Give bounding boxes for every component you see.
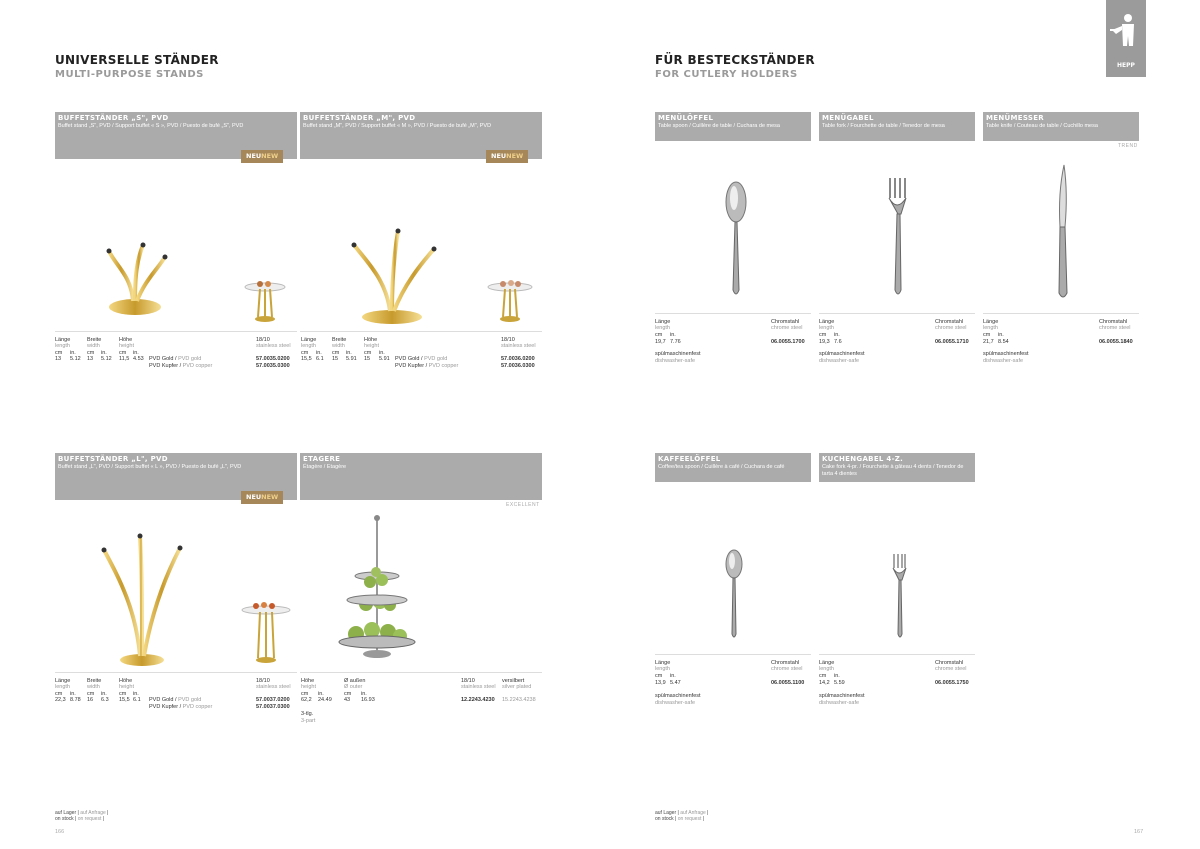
product-card-menugabel: MENÜGABEL Table fork / Fourchette de table / Tenedor de mesa (819, 112, 975, 141)
card-title: BUFFETSTÄNDER „L", PVD (58, 455, 168, 463)
page-number-left: 166 (55, 829, 65, 835)
card-title: BUFFETSTÄNDER „M", PVD (303, 114, 416, 122)
neu-badge: NEUNEW (241, 491, 283, 504)
card-subtitle: Buffet stand „S", PVD / Support buffet « S », PVD / Puesto de bufé „S", PVD (58, 123, 244, 129)
stand-l-small-image (236, 598, 296, 668)
etagere-image (332, 512, 422, 672)
table-spoon-image (721, 180, 751, 300)
product-card-menumesser: MENÜMESSER Table knife / Couteau de table / Cuchillo mesa (983, 112, 1139, 141)
stand-m-image (340, 225, 450, 325)
right-page-subtitle: FOR CUTLERY HOLDERS (655, 69, 798, 80)
hepp-logo (1106, 0, 1146, 77)
product-card-kuchengabel: KUCHENGABEL 4-Z. Cake fork 4-pr. / Fourchette à gâteau 4 dents / Tenedor de tarta 4 dientes (819, 453, 975, 482)
product-card-etagere (300, 453, 542, 500)
trend-tag: TREND (1118, 143, 1138, 149)
waiter-icon (1106, 8, 1146, 68)
stand-m-small-image (485, 275, 535, 325)
excellent-tag: EXCELLENT (506, 502, 540, 508)
footer-legend-left: auf Lager | auf Anfrage | on stock | on request | (55, 810, 109, 822)
table-knife-image (1048, 163, 1078, 303)
card-subtitle: Buffet stand „L", PVD / Support buffet « L », PVD / Puesto de bufé „L", PVD (58, 464, 242, 470)
cake-fork-image (889, 552, 909, 642)
logo-text: HEPP (1117, 62, 1135, 69)
product-card-menuloeffel: MENÜLÖFFEL Table spoon / Cuillère de table / Cuchara de mesa (655, 112, 811, 141)
card-title: BUFFETSTÄNDER „S", PVD (58, 114, 169, 122)
table-fork-image (884, 176, 914, 301)
card-subtitle: Étagère / Etagère (303, 464, 347, 470)
right-page-title: FÜR BESTECKSTÄNDER (655, 53, 815, 67)
left-page-subtitle: MULTI-PURPOSE STANDS (55, 69, 204, 80)
product-card-kaffeeloeffel: KAFFEELÖFFEL Coffee/tea spoon / Cuillère à café / Cuchara de café (655, 453, 811, 482)
footer-legend-right: auf Lager | auf Anfrage | on stock | on request | (655, 810, 709, 822)
stand-s-small-image (240, 275, 290, 325)
stand-l-image (90, 530, 210, 670)
left-page-title: UNIVERSELLE STÄNDER (55, 53, 219, 67)
coffee-spoon-image (722, 548, 746, 643)
stand-s-image (95, 235, 185, 325)
card-title: ETAGERE (303, 455, 341, 463)
page-number-right: 167 (1134, 829, 1144, 835)
neu-badge: NEUNEW (486, 150, 528, 163)
neu-badge: NEUNEW (241, 150, 283, 163)
card-subtitle: Buffet stand „M", PVD / Support buffet « M », PVD / Puesto de bufé „M", PVD (303, 123, 492, 129)
